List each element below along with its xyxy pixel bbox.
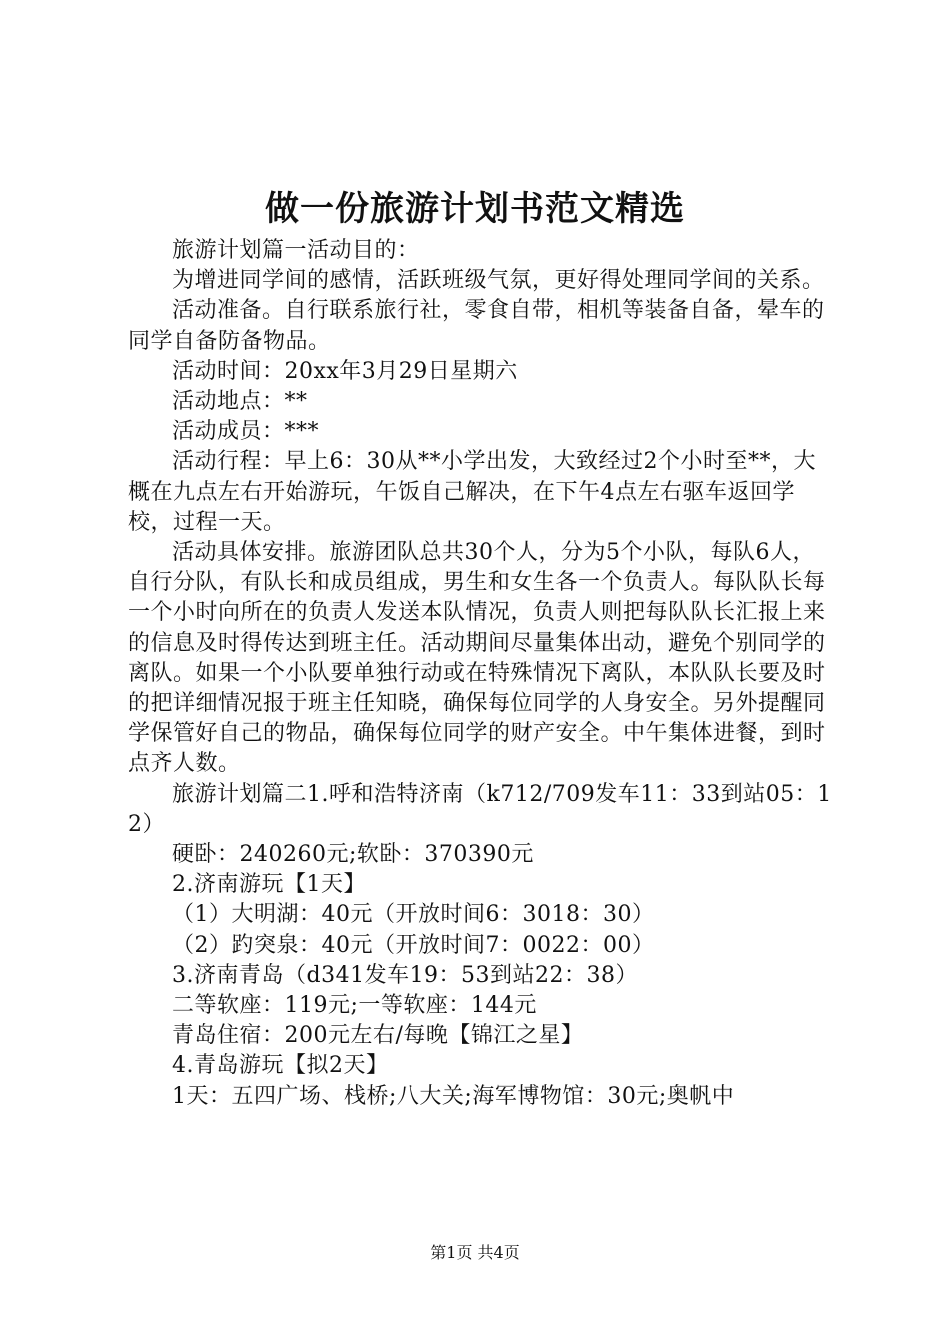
paragraph: 活动时间：20xx年3月29日星期六	[172, 358, 518, 384]
paragraph: 旅游计划篇一活动目的：	[172, 238, 420, 263]
paragraph: 活动准备。自行联系旅行社，零食自带，相机等装备自备，晕车的同学自备防备物品。	[128, 298, 825, 354]
document-body	[128, 236, 832, 1112]
paragraph: 活动地点：**	[172, 389, 308, 415]
paragraph: 青岛住宿：200元左右/每晚【锦江之星】	[172, 1023, 584, 1049]
document-title: 做一份旅游计划书范文精选	[265, 189, 685, 229]
paragraph: 为增进同学间的感情，活跃班级气氛，更好得处理同学间的关系。	[172, 268, 825, 294]
paragraph: 硬卧：240260元;软卧：370390元	[172, 842, 534, 868]
paragraph: 1天：五四广场、栈桥;八大关;海军博物馆：30元;奥帆中	[172, 1083, 735, 1109]
paragraph: 活动具体安排。旅游团队总共30个人，分为5个小队，每队6人，自行分队，有队长和成员组成，男生和女生各一个负责人。每队队长每一个小时向所在的负责人发送本队情况，负责人则把每队队长汇报上来的信息及时得传达到班主任。活动期间尽量集体出动，避免个别同学的离队。如果一个小队要单独行动或在特殊情况下离队，本队队长要及时的把详细情况报于班主任知晓，确保每位同学的人身安全。另外提醒同学保管好自己的物品，确保每位同学的财产安全。中午集体进餐，到时点齐人数。	[128, 540, 826, 777]
paragraph: 活动成员：***	[172, 419, 320, 445]
paragraph: 3.济南青岛（d341发车19：53到站22：38）	[172, 962, 639, 988]
paragraph: 4.青岛游玩【拟2天】	[172, 1053, 389, 1079]
paragraph: 二等软座：119元;一等软座：144元	[172, 993, 537, 1019]
paragraph: （2）趵突泉：40元（开放时间7：0022：00）	[172, 932, 655, 958]
page-number-footer: 第1页 共4页	[430, 1243, 520, 1262]
paragraph: 2.济南游玩【1天】	[172, 872, 366, 898]
paragraph: 活动行程：早上6：30从**小学出发，大致经过2个小时至**，大概在九点左右开始游玩，午饭自己解决，在下午4点左右驱车返回学校，过程一天。	[128, 449, 816, 535]
paragraph: （1）大明湖：40元（开放时间6：3018：30）	[172, 902, 655, 928]
paragraph: 旅游计划篇二1.呼和浩特济南（k712/709发车11：33到站05：12）	[128, 781, 832, 837]
